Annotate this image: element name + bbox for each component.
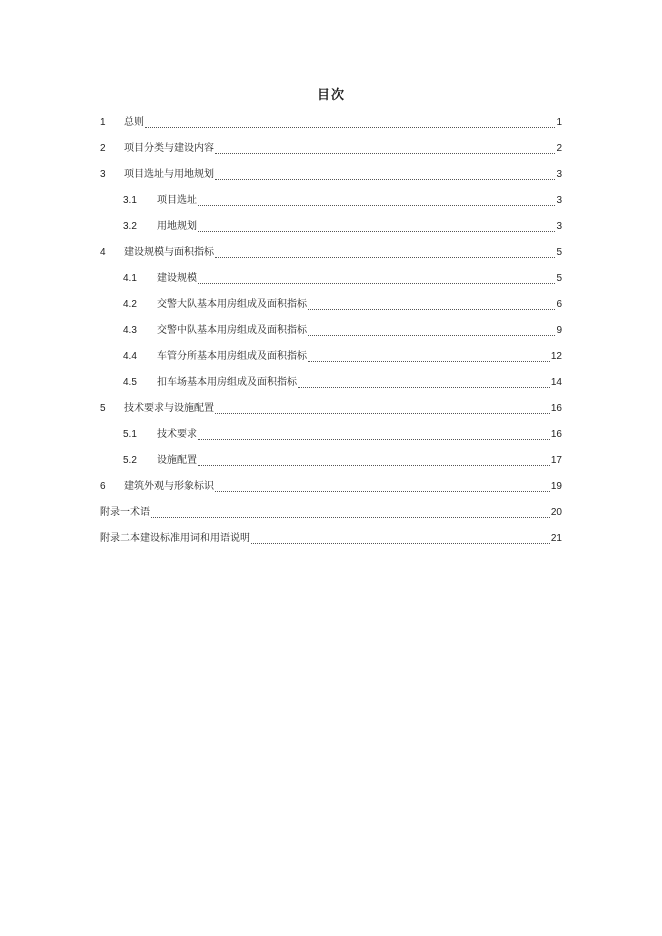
- table-of-contents: [100, 110, 562, 552]
- toc-entry-5[interactable]: [100, 396, 562, 422]
- toc-entry-number: 4.5: [123, 377, 137, 388]
- toc-leader-dots: [308, 309, 555, 310]
- toc-entry-number: 3.2: [123, 221, 137, 232]
- toc-entry-page: 5: [556, 273, 562, 284]
- toc-entry-label: 车管分所基本用房组成及面积指标: [157, 351, 307, 362]
- toc-entry-label: 设施配置: [157, 455, 197, 466]
- toc-leader-dots: [298, 387, 550, 388]
- toc-entry-page: 3: [556, 169, 562, 180]
- toc-entry-page: 21: [550, 533, 562, 544]
- toc-entry-label: 交警中队基本用房组成及面积指标: [157, 325, 307, 336]
- toc-entry-number: 3.1: [123, 195, 137, 206]
- toc-entry-page: 16: [550, 403, 562, 414]
- toc-entry-number: 1: [100, 117, 106, 128]
- toc-leader-dots: [215, 413, 550, 414]
- toc-leader-dots: [308, 361, 550, 362]
- toc-entry-appendix-2[interactable]: [100, 526, 562, 552]
- toc-entry-page: 1: [556, 117, 562, 128]
- toc-leader-dots: [145, 127, 555, 128]
- toc-entry-number: 2: [100, 143, 106, 154]
- toc-entry-number: 5.2: [123, 455, 137, 466]
- toc-entry-appendix-1[interactable]: [100, 500, 562, 526]
- toc-title: 目次: [316, 88, 345, 103]
- toc-entry-number: 5: [100, 403, 106, 414]
- toc-entry-label: 技术要求: [157, 429, 197, 440]
- toc-entry-number: 5.1: [123, 429, 137, 440]
- toc-entry-number: 6: [100, 481, 106, 492]
- toc-entry-label: 用地规划: [157, 221, 197, 232]
- toc-leader-dots: [198, 439, 550, 440]
- toc-entry-label: 项目选址与用地规划: [124, 169, 214, 180]
- toc-entry-page: 14: [550, 377, 562, 388]
- toc-entry-page: 17: [550, 455, 562, 466]
- toc-entry-page: 3: [556, 221, 562, 232]
- toc-entry-5-2[interactable]: [100, 448, 562, 474]
- toc-entry-4-5[interactable]: [100, 370, 562, 396]
- toc-entry-label: 建设规模: [157, 273, 197, 284]
- toc-entry-1[interactable]: [100, 110, 562, 136]
- toc-entry-number: 3: [100, 169, 106, 180]
- toc-entry-label: 技术要求与设施配置: [124, 403, 214, 414]
- toc-entry-number: 4.4: [123, 351, 137, 362]
- toc-entry-page: 5: [556, 247, 562, 258]
- toc-entry-4-2[interactable]: [100, 292, 562, 318]
- toc-entry-label: 建设规模与面积指标: [124, 247, 214, 258]
- toc-entry-page: 12: [550, 351, 562, 362]
- toc-entry-4-4[interactable]: [100, 344, 562, 370]
- toc-entry-label: 总则: [124, 117, 144, 128]
- toc-entry-3-1[interactable]: [100, 188, 562, 214]
- toc-entry-4-1[interactable]: [100, 266, 562, 292]
- toc-entry-page: 20: [550, 507, 562, 518]
- toc-leader-dots: [151, 517, 550, 518]
- toc-entry-label: 扣车场基本用房组成及面积指标: [157, 377, 297, 388]
- toc-entry-number: 4: [100, 247, 106, 258]
- toc-entry-page: 2: [556, 143, 562, 154]
- toc-entry-page: 9: [556, 325, 562, 336]
- toc-entry-page: 16: [550, 429, 562, 440]
- toc-leader-dots: [198, 205, 555, 206]
- toc-entry-page: 19: [550, 481, 562, 492]
- toc-entry-2[interactable]: [100, 136, 562, 162]
- toc-entry-page: 6: [556, 299, 562, 310]
- toc-entry-4-3[interactable]: [100, 318, 562, 344]
- toc-entry-number: 4.1: [123, 273, 137, 284]
- toc-entry-page: 3: [556, 195, 562, 206]
- toc-leader-dots: [198, 465, 550, 466]
- toc-entry-5-1[interactable]: [100, 422, 562, 448]
- toc-leader-dots: [215, 257, 555, 258]
- toc-leader-dots: [251, 543, 550, 544]
- toc-leader-dots: [215, 153, 555, 154]
- toc-entry-label: 交警大队基本用房组成及面积指标: [157, 299, 307, 310]
- toc-leader-dots: [198, 283, 555, 284]
- toc-entry-6[interactable]: [100, 474, 562, 500]
- toc-entry-label: 项目分类与建设内容: [124, 143, 214, 154]
- toc-entry-4[interactable]: [100, 240, 562, 266]
- toc-leader-dots: [198, 231, 555, 232]
- toc-entry-label: 附录一术语: [100, 507, 150, 518]
- toc-leader-dots: [215, 491, 550, 492]
- toc-leader-dots: [215, 179, 555, 180]
- toc-leader-dots: [308, 335, 555, 336]
- toc-entry-label: 附录二本建设标准用词和用语说明: [100, 533, 250, 544]
- toc-entry-number: 4.3: [123, 325, 137, 336]
- toc-entry-3-2[interactable]: [100, 214, 562, 240]
- toc-entry-label: 项目选址: [157, 195, 197, 206]
- toc-entry-label: 建筑外观与形象标识: [124, 481, 214, 492]
- toc-entry-number: 4.2: [123, 299, 137, 310]
- toc-entry-3[interactable]: [100, 162, 562, 188]
